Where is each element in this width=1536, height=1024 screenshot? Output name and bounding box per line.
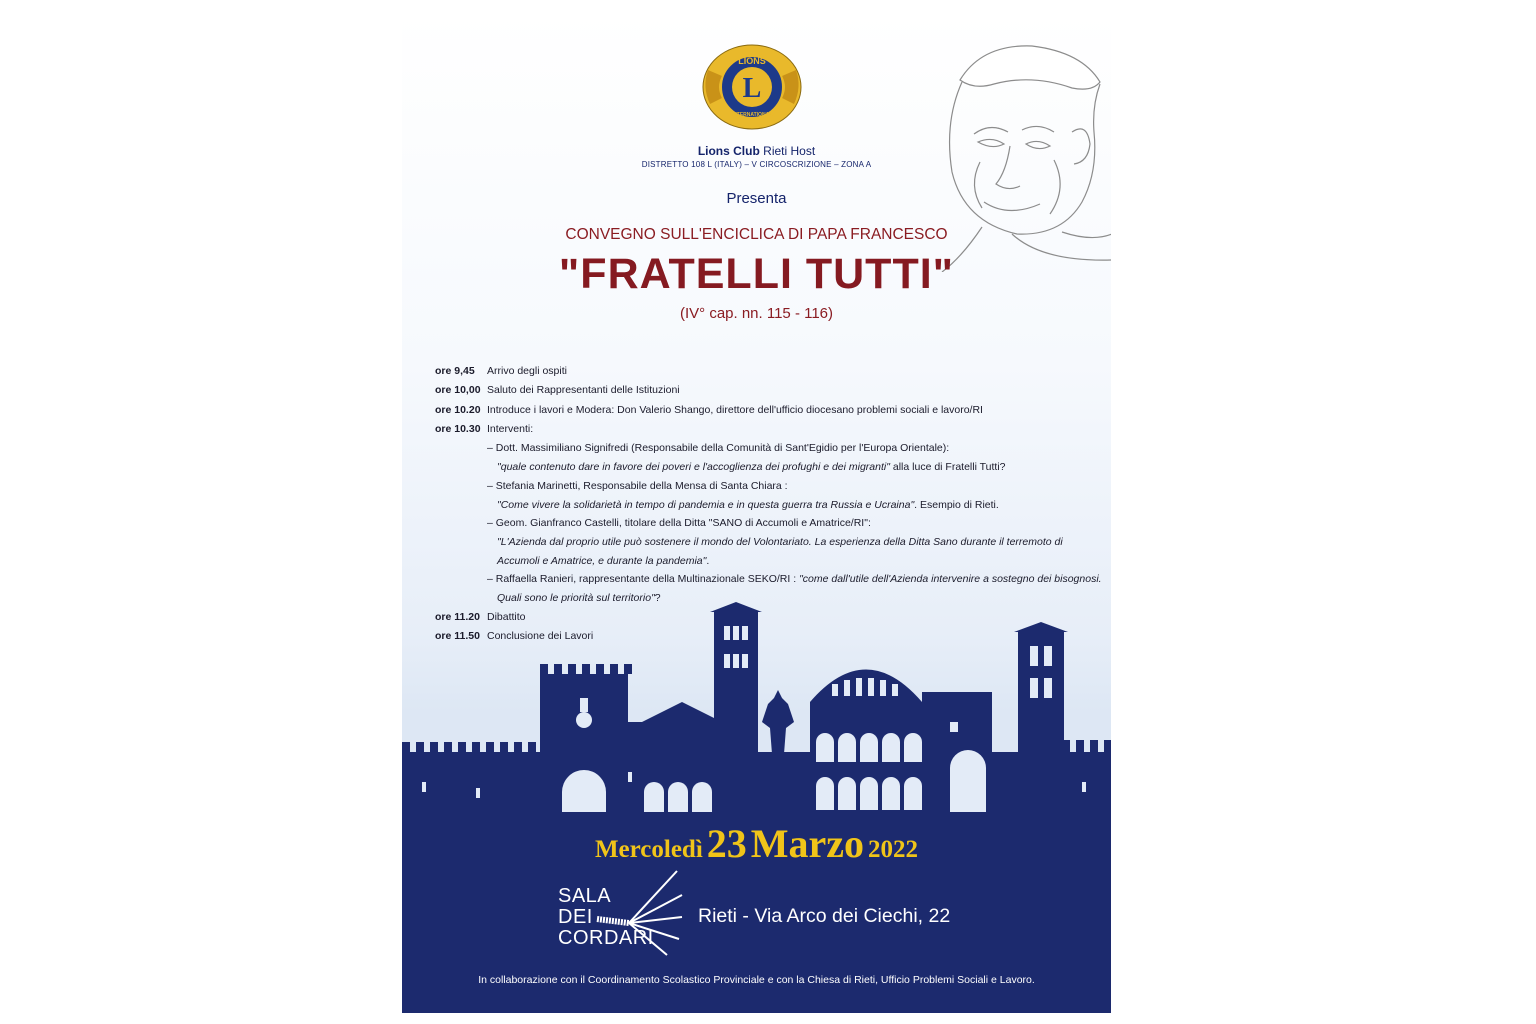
schedule-row: ore 11.50 Conclusione dei Lavori xyxy=(435,630,594,642)
event-month: Marzo xyxy=(750,821,865,866)
speaker-line: – Stefania Marinetti, Responsabile della Mensa di Santa Chiara : xyxy=(487,480,788,492)
venue-name-line3: CORDARI xyxy=(558,927,654,949)
speaker-topic: Quali sono le priorità sul territorio"? xyxy=(497,592,661,604)
club-name: Lions Club Rieti Host xyxy=(697,144,816,158)
chapter-reference: (IV° cap. nn. 115 - 116) xyxy=(679,305,834,322)
logo-letter: L xyxy=(742,73,762,104)
venue-address: Rieti - Via Arco dei Ciechi, 22 xyxy=(698,905,951,927)
event-date xyxy=(402,820,1111,867)
lions-club-logo xyxy=(702,40,802,134)
schedule-row: ore 9,45 Arrivo degli ospiti xyxy=(435,365,567,377)
venue-name-line2: DEI xyxy=(558,906,593,928)
logo-top-text: LIONS xyxy=(738,56,766,66)
speaker-line: – Raffaella Ranieri, rappresentante della Multinazionale SEKO/RI : "come dall'utile dell'Azienda intervenire a sostegno dei bisognosi. xyxy=(487,573,1102,585)
speaker-topic: "quale contenuto dare in favore dei poveri e l'accoglienza dei profughi e dei migranti" alla luce di Fratelli Tutti? xyxy=(497,461,1006,473)
district-line: DISTRETTO 108 L (ITALY) – V CIRCOSCRIZIONE – ZONA A xyxy=(641,160,872,169)
speaker-line: – Dott. Massimiliano Signifredi (Responsabile della Comunità di Sant'Egidio per l'Europa Orientale): xyxy=(487,442,950,454)
event-year: 2022 xyxy=(868,836,919,863)
venue-name-line1: SALA xyxy=(558,885,612,907)
rieti-skyline-silhouette xyxy=(402,602,1111,1013)
presenta-label: Presenta xyxy=(726,190,787,207)
event-weekday: Mercoledì xyxy=(594,836,703,863)
speaker-topic: "Come vivere la solidarietà in tempo di pandemia e in questa guerra tra Russia e Ucraina". Esempio di Rieti. xyxy=(497,499,999,511)
schedule-row: ore 10,00 Saluto dei Rappresentanti delle Istituzioni xyxy=(435,384,680,396)
collaboration-note: In collaborazione con il Coordinamento Scolastico Provinciale e con la Chiesa di Rieti, Ufficio Problemi Sociali e Lavoro. xyxy=(478,974,1035,986)
speaker-topic: Accumoli e Amatrice, e durante la pandemia". xyxy=(497,555,710,567)
event-poster xyxy=(402,12,1111,1013)
conference-subtitle: CONVEGNO SULL'ENCICLICA DI PAPA FRANCESCO xyxy=(565,226,948,243)
event-title: "FRATELLI TUTTI" xyxy=(558,250,955,298)
speaker-line: – Geom. Gianfranco Castelli, titolare della Ditta "SANO di Accumoli e Amatrice/RI": xyxy=(487,517,871,529)
schedule-row: ore 11.20 Dibattito xyxy=(435,611,526,623)
logo-bottom-text: INTERNATIONAL xyxy=(731,112,773,118)
speaker-topic: "L'Azienda dal proprio utile può sostenere il mondo del Volontariato. La esperienza della Ditta Sano durante il terremoto di xyxy=(497,536,1063,548)
schedule-row: ore 10.20 Introduce i lavori e Modera: Don Valerio Shango, direttore dell'ufficio diocesano problemi sociali e lavoro/RI xyxy=(435,404,983,416)
schedule-row: ore 10.30 Interventi: xyxy=(435,423,534,435)
event-day: 23 xyxy=(706,821,747,866)
